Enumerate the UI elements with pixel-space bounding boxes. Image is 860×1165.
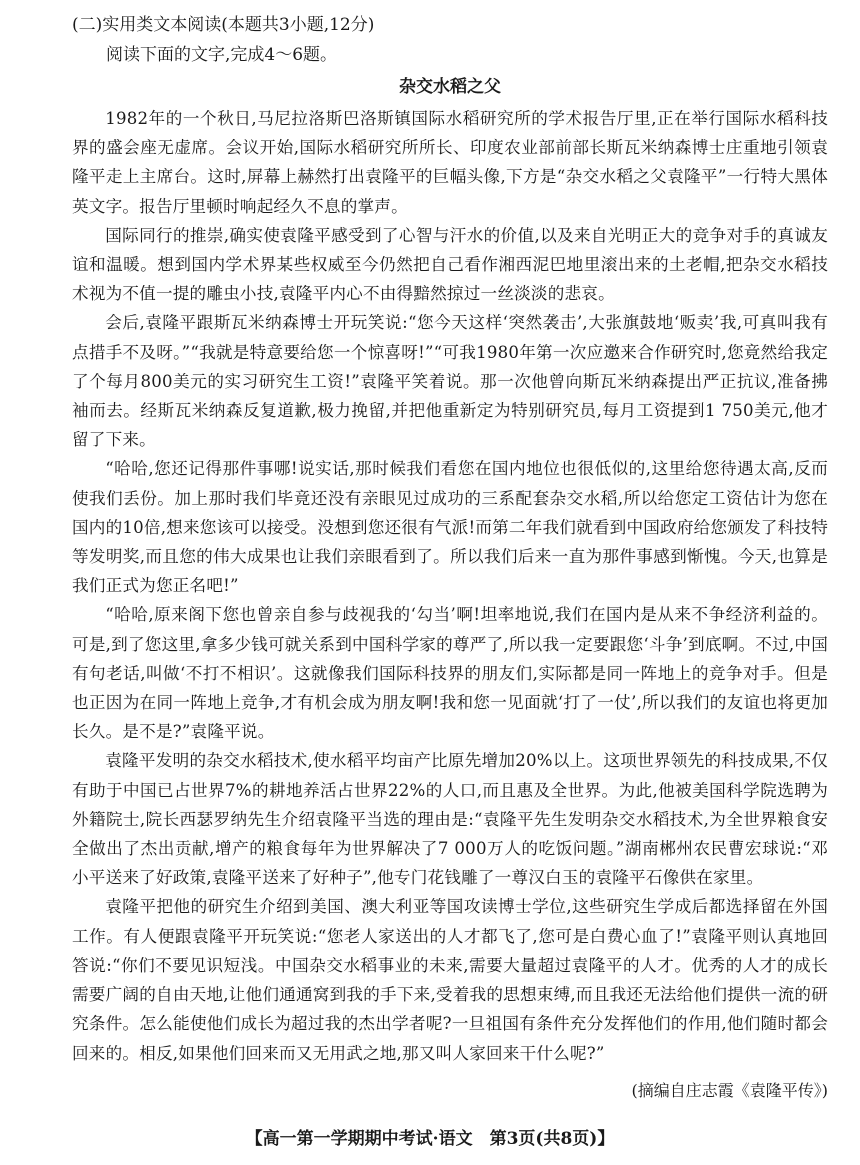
article-source: (摘编自庄志霞《袁隆平传》) bbox=[631, 1080, 828, 1100]
article-paragraph: “哈哈,原来阁下您也曾亲自参与歧视我的‘勾当’啊!坦率地说,我们在国内是从来不争经济利益的。可是,到了您这里,拿多少钱可就关系到中国科学家的尊严了,所以我一定要跟您‘斗争’到底啊。不过,中国有句老话,叫做‘不打不相识’。这就像我们国际科技界的朋友们,实际都是同一阵地上的竞争对手。但是也正因为在同一阵地上竞争,才有机会成为朋友啊!我和您一见面就‘打了一仗’,所以我们的友谊也将更加长久。是不是?”袁隆平说。 bbox=[72, 605, 828, 742]
page-footer: 【高一第一学期期中考试·语文 第3页(共8页)】 bbox=[245, 1129, 615, 1149]
section-heading: (二)实用类文本阅读(本题共3小题,12分) bbox=[72, 15, 375, 35]
article-paragraph: “哈哈,您还记得那件事哪!说实话,那时候我们看您在国内地位也很低似的,这里给您待遇太高,反而使我们丢份。加上那时我们毕竟还没有亲眼见过成功的三系配套杂交水稻,所以给您定工资估计为您在国内的10倍,想来您该可以接受。没想到您还很有气派!而第二年我们就看到中国政府给您颁发了科技特等发明奖,而且您的伟大成果也让我们亲眼看到了。所以我们后来一直为那件事感到惭愧。今天,也算是我们正式为您正名吧!” bbox=[72, 459, 828, 596]
article-paragraph: 袁隆平把他的研究生介绍到美国、澳大利亚等国攻读博士学位,这些研究生学成后都选择留在外国工作。有人便跟袁隆平开玩笑说:“您老人家送出的人才都飞了,您可是白费心血了!”袁隆平则认真地回答说:“你们不要见识短浅。中国杂交水稻事业的未来,需要大量超过袁隆平的人才。优秀的人才的成长需要广阔的自由天地,让他们通通窝到我的手下来,受着我的思想束缚,而且我还无法给他们提供一流的研究条件。怎么能使他们成长为超过我的杰出学者呢?一旦祖国有条件充分发挥他们的作用,他们随时都会回来的。相反,如果他们回来而又无用武之地,那又叫人家回来干什么呢?” bbox=[72, 897, 828, 1063]
article-paragraph: 国际同行的推崇,确实使袁隆平感受到了心智与汗水的价值,以及来自光明正大的竞争对手的真诚友谊和温暖。想到国内学术界某些权威至今仍然把自己看作湘西泥巴地里滚出来的土老帽,把杂交水稻技术视为不值一提的雕虫小技,袁隆平内心不由得黯然掠过一丝淡淡的悲哀。 bbox=[72, 225, 828, 304]
exam-page bbox=[72, 12, 828, 1152]
article-paragraph: 1982年的一个秋日,马尼拉洛斯巴洛斯镇国际水稻研究所的学术报告厅里,正在举行国际水稻科技界的盛会座无虚席。会议开始,国际水稻研究所所长、印度农业部前部长斯瓦米纳森博士庄重地引领袁隆平走上主席台。这时,屏幕上赫然打出袁隆平的巨幅头像,下方是“杂交水稻之父袁隆平”一行特大黑体英文字。报告厅里顿时响起经久不息的掌声。 bbox=[72, 109, 828, 216]
article-body bbox=[72, 104, 828, 1068]
article-paragraph: 会后,袁隆平跟斯瓦米纳森博士开玩笑说:“您今天这样‘突然袭击’,大张旗鼓地‘贩卖’我,可真叫我有点措手不及呀。”“我就是特意要给您一个惊喜呀!”“可我1980年第一次应邀来合作研究时,您竟然给我定了个每月800美元的实习研究生工资!”袁隆平笑着说。那一次他曾向斯瓦米纳森提出严正抗议,准备拂袖而去。经斯瓦米纳森反复道歉,极力挽留,并把他重新定为特别研究员,每月工资提到1 750美元,他才留了下来。 bbox=[72, 313, 828, 450]
article-paragraph: 袁隆平发明的杂交水稻技术,使水稻平均亩产比原先增加20%以上。这项世界领先的科技成果,不仅有助于中国已占世界7%的耕地养活占世界22%的人口,而且惠及全世界。为此,他被美国科学院选聘为外籍院士,院长西瑟罗纳先生介绍袁隆平当选的理由是:“袁隆平先生发明杂交水稻技术,为全世界粮食安全做出了杰出贡献,增产的粮食每年为世界解决了7 000万人的吃饭问题。”湖南郴州农民曹宏球说:“邓小平送来了好政策,袁隆平送来了好种子”,他专门花钱雕了一尊汉白玉的袁隆平石像供在家里。 bbox=[72, 751, 828, 888]
article-title: 杂交水稻之父 bbox=[399, 77, 501, 97]
reading-instruction: 阅读下面的文字,完成4～6题。 bbox=[106, 45, 338, 65]
